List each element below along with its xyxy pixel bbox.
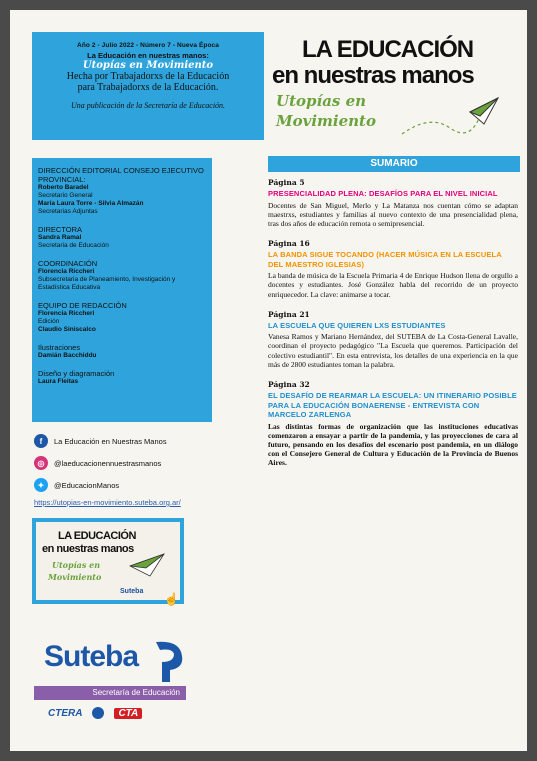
publication-name: La Educación en nuestras manos:	[87, 51, 209, 60]
sumario-entry	[268, 380, 518, 468]
credits-person: Florencia Riccheri	[38, 310, 95, 317]
secretaria-bar: Secretaría de Educación	[34, 686, 186, 700]
credits-role: Subsecretaria de Planeamiento, Investigación y Estadística Educativa	[38, 276, 176, 291]
credits-role: Secretario General	[38, 192, 93, 199]
tagline-line-1: Hecha por Trabajadorxs de la Educación	[66, 71, 230, 82]
entry-title: LA ESCUELA QUE QUIEREN LXS ESTUDIANTES	[268, 320, 446, 330]
entry-title: EL DESAFÍO DE REARMAR LA ESCUELA: UN ITINERARIO POSIBLE PARA LA EDUCACIÓN BONAERENSE - ENTREVISTA CON MARCELO ZARLENGA	[268, 391, 517, 420]
instagram-label: @laeducacionennuestrasmanos	[54, 458, 162, 468]
paper-plane-icon	[400, 94, 500, 144]
logo-line-1: LA EDUCACIÓN	[302, 36, 474, 63]
instagram-link[interactable]	[34, 452, 224, 474]
cta-logo: CTA	[114, 708, 142, 719]
credits-person: Roberto Baradel	[38, 184, 89, 191]
credits-person: Sandra Ramal	[38, 234, 82, 241]
credits-person: Laura Fleitas	[38, 378, 79, 385]
publication-logo	[272, 36, 512, 138]
entry-page: Página 32	[268, 380, 310, 390]
promo-line-4: Movimiento	[48, 572, 102, 582]
logo-line-2: en nuestras manos	[272, 62, 474, 89]
social-links	[34, 430, 224, 496]
credits-spacer	[38, 292, 206, 301]
publication-subtitle: Utopías en Movimiento	[82, 60, 214, 71]
partner-logos	[48, 707, 142, 719]
credits-spacer	[38, 334, 206, 343]
publisher-note: Una publicación de la Secretaría de Educación.	[70, 101, 226, 110]
facebook-label: La Educación en Nuestras Manos	[54, 436, 167, 446]
promo-banner[interactable]	[32, 518, 184, 604]
credits-spacer	[38, 216, 206, 225]
paper-plane-icon	[126, 552, 166, 580]
entry-description: La banda de música de la Escuela Primaria 4 de Enrique Hudson llena de orgullo a docentes y estudiantes. José González habla del recorrido de un proyecto enriquecedor. La clave: animarse a tocar.	[268, 271, 518, 299]
promo-line-2: en nuestras manos	[42, 543, 134, 555]
credits-person: Claudio Siniscalco	[38, 326, 96, 333]
instagram-icon: ◎	[34, 456, 48, 470]
twitter-link[interactable]	[34, 474, 224, 496]
website-link[interactable]: https://utopias-en-movimiento.suteba.org.ar/	[34, 498, 181, 507]
masthead-box	[32, 32, 264, 140]
sumario-entry	[268, 310, 518, 369]
credits-person: Florencia Riccheri	[38, 268, 95, 275]
credits-role: Secretarias Adjuntas	[38, 208, 98, 215]
promo-line-3: Utopías en	[52, 560, 101, 570]
sumario-heading: SUMARIO	[268, 156, 520, 172]
round-emblem-icon	[92, 707, 104, 719]
edition-info: Año 2 - Julio 2022 - Número 7 - Nueva Época	[77, 42, 219, 49]
credits-person: Damián Bacchiddu	[38, 352, 97, 359]
suteba-emblem-icon	[150, 638, 186, 684]
credits-heading: EQUIPO DE REDACCIÓN	[38, 301, 127, 310]
entry-title: PRESENCIALIDAD PLENA: DESAFÍOS PARA EL NIVEL INICIAL	[268, 189, 498, 198]
credits-spacer	[38, 250, 206, 259]
tagline-line-2: para Trabajadorxs de la Educación.	[77, 82, 219, 93]
credits-heading: COORDINACIÓN	[38, 259, 98, 268]
magazine-page	[10, 10, 527, 751]
entry-page: Página 5	[268, 178, 305, 187]
suteba-logo: Suteba	[44, 640, 139, 673]
logo-line-3: Utopías en	[276, 92, 367, 110]
entry-page: Página 21	[268, 309, 310, 319]
credits-heading: DIRECCIÓN EDITORIAL CONSEJO EJECUTIVO PROVINCIAL:	[38, 166, 204, 184]
sumario-entry	[268, 178, 518, 228]
promo-inner	[36, 522, 180, 606]
credits-heading: Diseño y diagramación	[38, 369, 115, 378]
sumario-entries	[268, 178, 518, 479]
twitter-icon: ✦	[34, 478, 48, 492]
sumario-entry	[268, 239, 518, 299]
promo-brand: Suteba	[120, 588, 144, 595]
promo-line-1: LA EDUCACIÓN	[58, 530, 136, 542]
logo-line-4: Movimiento	[276, 112, 376, 130]
credits-box	[32, 158, 212, 422]
entry-description: Las distintas formas de organización que las instituciones educativas comenzaron a ensayar a partir de la pandemia, y las proyecciones de cara al futuro, pensando en los desafíos del escenario post pandemia, en un diálogo con el Consejero General de Cultura y Educación de la Provincia de Buenos Aires.	[268, 421, 518, 468]
entry-description: Docentes de San Miguel, Merlo y La Matanza nos cuentan cómo se adaptan maestrxs, estudiantes y familias al nuevo contexto de una presencialidad plena, tras dos años de educación remota o semipresencial.	[268, 200, 518, 228]
entry-description: Vanesa Ramos y Mariano Hernández, del SUTEBA de La Costa-General Lavalle, coordinan el proyecto pedagógico "La Escuela que queremos. Participación del colectivo estudiantil". En esta entrevista, los detalles de una experiencia en la que más de 2800 estudiantes toman la palabra.	[268, 332, 518, 369]
facebook-icon: f	[34, 434, 48, 448]
credits-spacer	[38, 360, 206, 369]
credits-heading: Ilustraciones	[38, 343, 81, 352]
credits-person: María Laura Torre - Silvia Almazán	[38, 200, 144, 207]
hand-cursor-icon: ☝	[164, 592, 179, 606]
entry-page: Página 16	[268, 239, 310, 249]
entry-title: LA BANDA SIGUE TOCANDO (HACER MÚSICA EN LA ESCUELA DEL MAESTRO IGLESIAS)	[268, 250, 502, 269]
facebook-link[interactable]	[34, 430, 224, 452]
credits-role: Secretaria de Educación	[38, 242, 109, 249]
ctera-logo: CTERA	[48, 707, 83, 719]
credits-role: Edición	[38, 318, 60, 325]
twitter-label: @EducacionManos	[54, 480, 120, 490]
credits-heading: DIRECTORA	[38, 225, 83, 234]
